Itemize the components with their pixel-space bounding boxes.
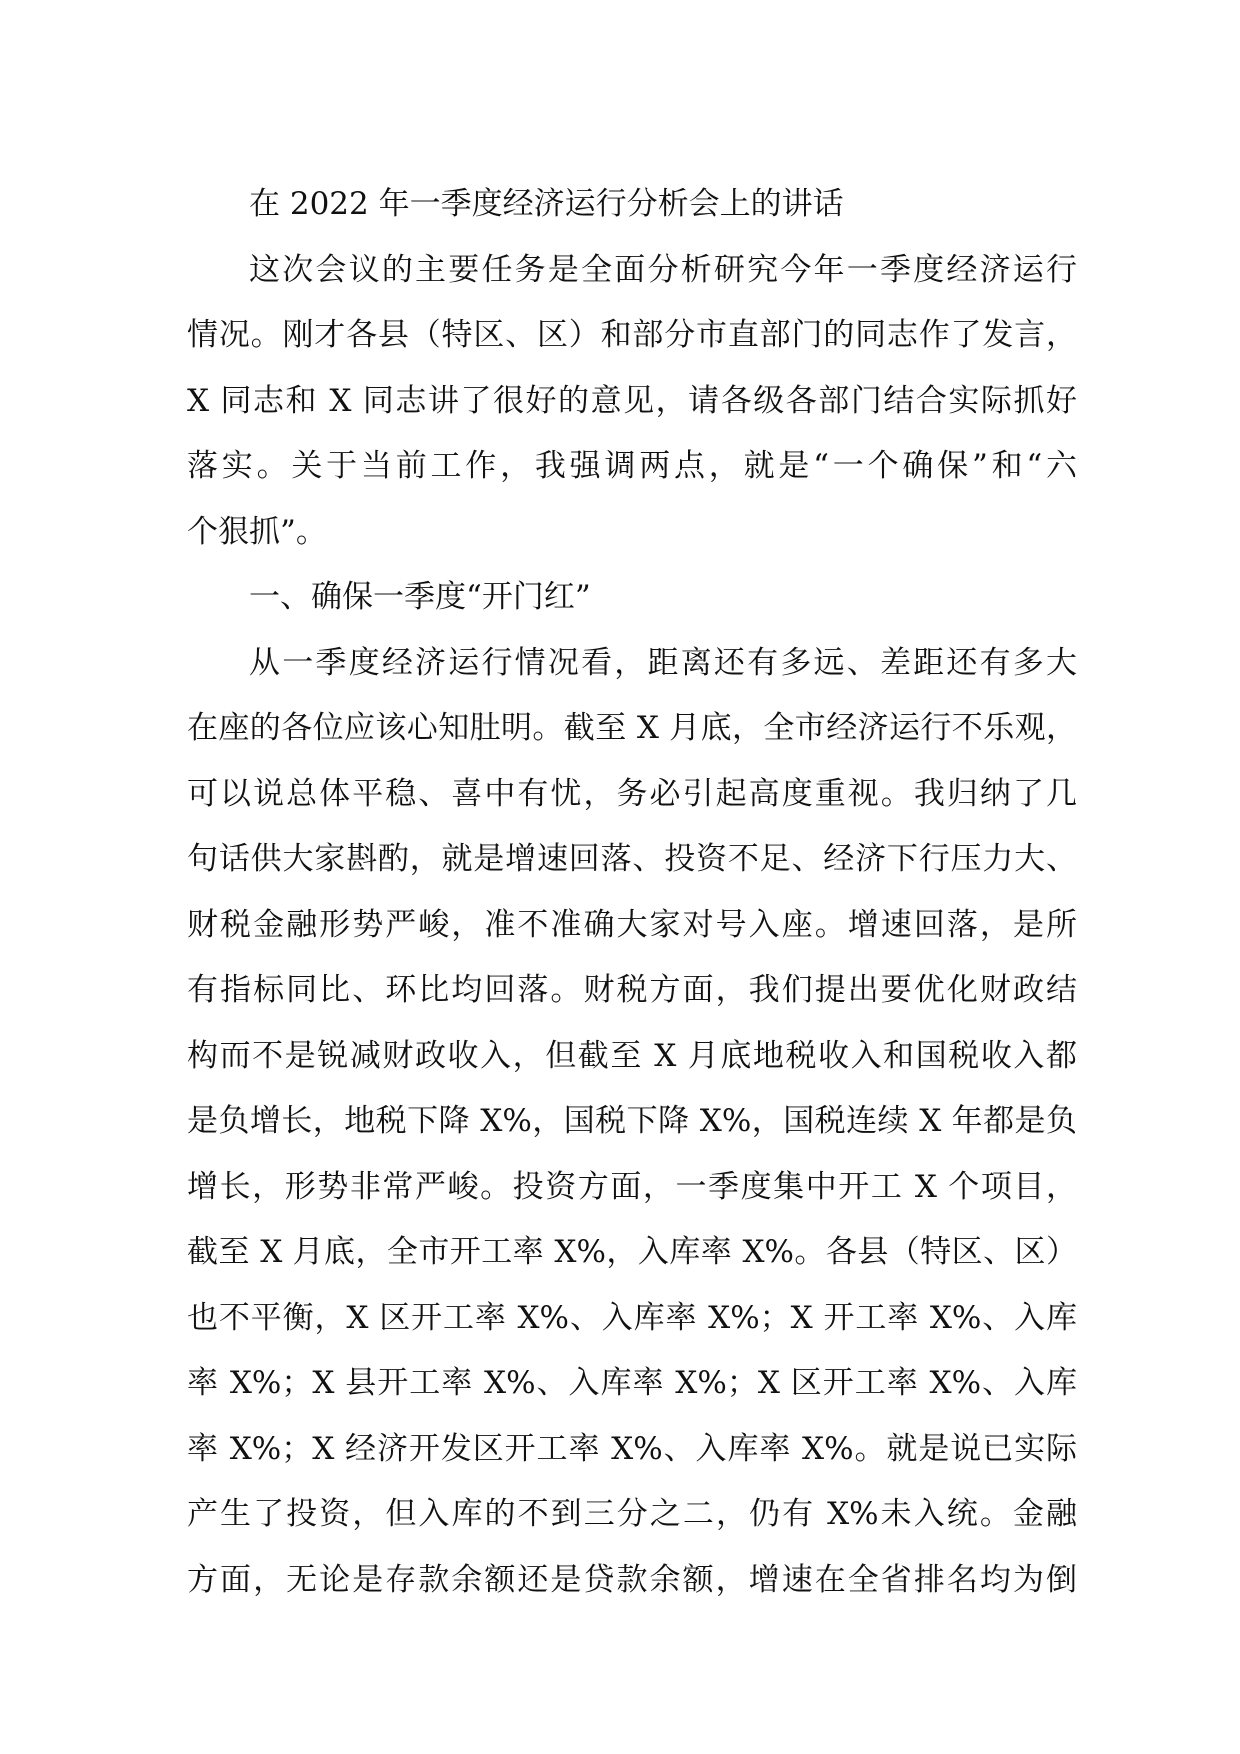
text-line: 个狠抓”。 (187, 513, 327, 550)
text-line: 方面，无论是存款余额还是贷款余额，增速在全省排名均为倒 (187, 1561, 1077, 1598)
text-line: X 同志和 X 同志讲了很好的意见，请各级各部门结合实际抓好 (187, 382, 1077, 419)
text-line: 也不平衡，X 区开工率 X%、入库率 X%；X 开工率 X%、入库 (187, 1299, 1077, 1336)
text-line: 产生了投资，但入库的不到三分之二，仍有 X%未入统。金融 (187, 1496, 1077, 1532)
text-line: 句话供大家斟酌，就是增速回落、投资不足、经济下行压力大、 (187, 841, 1077, 877)
text-line: 增长，形势非常严峻。投资方面，一季度集中开工 X 个项目， (187, 1168, 1077, 1205)
text-line: 有指标同比、环比均回落。财税方面，我们提出要优化财政结 (187, 972, 1077, 1008)
text-line: 截至 X 月底，全市开工率 X%，入库率 X%。各县（特区、区） (187, 1234, 1077, 1270)
paragraph-economic-analysis (187, 631, 1077, 1614)
text-line: 从一季度经济运行情况看，距离还有多远、差距还有多大 (249, 644, 1077, 681)
text-line: 率 X%；X 经济开发区开工率 X%、入库率 X%。就是说已实际 (187, 1430, 1077, 1467)
document-body (187, 172, 1077, 1613)
text-line: 在座的各位应该心知肚明。截至 X 月底，全市经济运行不乐观， (187, 710, 1077, 746)
paragraph-meeting-intro (187, 238, 1077, 566)
text-line: 这次会议的主要任务是全面分析研究今年一季度经济运行 (249, 251, 1077, 288)
text-line: 情况。刚才各县（特区、区）和部分市直部门的同志作了发言， (187, 317, 1077, 353)
text-line: 财税金融形势严峻，准不准确大家对号入座。增速回落，是所 (187, 906, 1077, 943)
text-line: 落实。关于当前工作，我强调两点，就是“一个确保”和“六 (187, 448, 1077, 484)
document-title: 在 2022 年一季度经济运行分析会上的讲话 (249, 186, 844, 222)
text-line: 是负增长，地税下降 X%，国税下降 X%，国税连续 X 年都是负 (187, 1103, 1077, 1139)
text-line: 率 X%；X 县开工率 X%、入库率 X%；X 区开工率 X%、入库 (187, 1365, 1077, 1401)
text-line: 可以说总体平稳、喜中有忧，务必引起高度重视。我归纳了几 (187, 775, 1077, 812)
text-line: 构而不是锐减财政收入，但截至 X 月底地税收入和国税收入都 (187, 1037, 1077, 1074)
section-heading: 一、确保一季度“开门红” (249, 579, 591, 615)
